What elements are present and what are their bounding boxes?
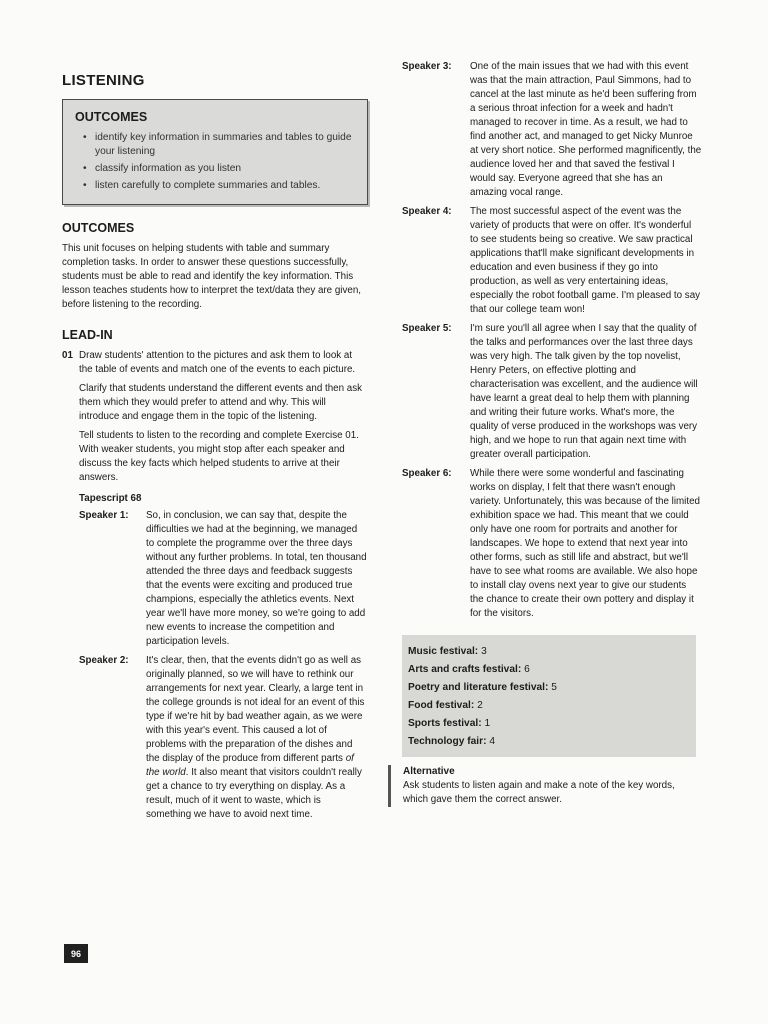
alternative-note [388, 765, 702, 807]
answer-value: 6 [524, 664, 530, 675]
speaker-text: While there were some wonderful and fascinating works on display, I felt that there wasn't enough variety. Unfortunately, this was because of the limited exhibition space we had. This meant that we could only have one room for portraits and another for landscapes. We hope to extend that next year into other forms, such as still life and abstract, but we'll have to see what rooms are available. We also hope to install clay ovens next year to give our students the chance to create their own pottery and display it for the visitors. [470, 468, 700, 619]
right-column [402, 60, 702, 807]
answer-row [408, 715, 688, 733]
outcomes-list [75, 131, 357, 193]
outcomes-box [62, 99, 368, 205]
page-number: 96 [64, 944, 88, 963]
outcome-item: • classify information as you listen [87, 162, 357, 176]
answer-row [408, 679, 688, 697]
speaker-text: The most successful aspect of the event was the variety of products that were on offer. It's wonderful to see students being so creative. We saw practical applications that'll make significant developments in education and even business if they go into production, as well as very entertaining ideas, especially the robot football game. I'm pleased to say that our college team won! [470, 206, 701, 315]
outcome-item: • listen carefully to complete summaries and tables. [87, 179, 357, 193]
answer-value: 4 [489, 736, 496, 747]
speaker-text: So, in conclusion, we can say that, despite the difficulties we had at the beginning, we managed to complete the programme over the three days without any further problems. In total, ten thousand attended the three days and feedback suggests that the events were exciting and produced true champions, especially the athletics events. Next year we'll have more money, so we're going to add new events to increase the competition and participation levels. [146, 510, 367, 647]
leadin-paragraph: Clarify that students understand the different events and then ask them which they would prefer to attend and why. This will introduce and engage them in the topic of the listening. [79, 383, 363, 422]
alternative-title: Alternative [403, 766, 455, 777]
outcomes-box-heading: OUTCOMES [75, 110, 148, 124]
answer-label: Music festival: [408, 646, 479, 657]
speaker-label: Speaker 5: [402, 323, 452, 334]
tapescript-title: Tapescript 68 [79, 493, 142, 504]
answer-value: 2 [477, 700, 483, 711]
answer-value: 3 [481, 646, 487, 657]
answer-label: Poetry and literature festival: [408, 682, 549, 693]
speaker-block [402, 467, 702, 621]
answer-row [408, 661, 688, 679]
speaker-label: Speaker 1: [79, 510, 129, 521]
speaker-label: Speaker 3: [402, 61, 452, 72]
answer-value: 5 [551, 682, 557, 693]
exercise-text: Draw students' attention to the pictures and ask them to look at the table of events and match one of the events to each picture. [79, 350, 356, 375]
answer-row [408, 733, 688, 751]
answer-key-box [402, 635, 696, 757]
alternative-text: Ask students to listen again and make a note of the key words, which gave them the correct answer. [403, 780, 675, 805]
outcomes-text: This unit focuses on helping students with table and summary completion tasks. In order to answer these questions successfully, students must be able to read and identify the key information. This lesson teaches students how to interpret the text/data they are given, before listening to the recording. [62, 243, 361, 310]
outcomes-heading: OUTCOMES [62, 221, 135, 235]
section-title: LISTENING [62, 72, 145, 89]
speaker-text-part: . It also meant that visitors couldn't really get a chance to try everything on display. As a result, much of it went to waste, which is something we have to avoid next time. [146, 767, 362, 820]
leadin-paragraph: Tell students to listen to the recording and complete Exercise 01. With weaker students, you might stop after each speaker and discuss the key facts which helped students to arrive at their answers. [79, 430, 359, 483]
answer-label: Sports festival: [408, 718, 482, 729]
speaker-text [146, 655, 364, 820]
speaker-block [402, 205, 702, 317]
answer-value: 1 [484, 718, 491, 729]
speaker-label: Speaker 4: [402, 206, 452, 217]
speaker-text-emphasis: of the world [146, 753, 354, 778]
speaker-text-part: It's clear, then, that the events didn't go as well as originally planned, so we will have to rethink our arrangements for next year. Clearly, a large tent in the college grounds is not ideal for an event of this type if we're hit by bad weather again, as we were with this year's event. This caused a lot of problems with the preparation of the dishes and the display of the produce from different parts [146, 655, 365, 764]
answer-label: Arts and crafts festival: [408, 664, 522, 675]
leadin-heading: LEAD-IN [62, 328, 113, 342]
answer-row [408, 697, 688, 715]
outcome-item: • identify key information in summaries and tables to guide your listening [87, 131, 357, 159]
answer-label: Food festival: [408, 700, 475, 711]
speaker-block [62, 509, 368, 649]
answer-row [408, 643, 688, 661]
speaker-block [402, 60, 702, 200]
speaker-label: Speaker 6: [402, 468, 452, 479]
speaker-label: Speaker 2: [79, 655, 129, 666]
exercise-number: 01 [62, 350, 73, 361]
answer-label: Technology fair: [408, 736, 487, 747]
speaker-block [402, 322, 702, 462]
speaker-text: I'm sure you'll all agree when I say that the quality of the talks and performances over the last three days was very high. The talk given by the top novelist, Henry Peters, on effective plotting and characterisation was excellent, and the audience will have learnt a great deal to help them with planning and writing their future works. What's more, the quality of verse produced in the workshops was very high, and we hope to run that again next time with greater overall participation. [470, 323, 698, 460]
speaker-text: One of the main issues that we had with this event was that the main attraction, Paul Simmons, had to cancel at the last minute as he'd been suffering from a serious throat infection for a week and hadn't managed to recover in time. As a result, we had to find another act, and managed to get Nicky Munroe at very short notice. She performed magnificently, the audience loved her and that saved the festival I would say. Everyone agreed that she has an amazing vocal range. [470, 61, 702, 198]
left-column [62, 60, 368, 827]
speaker-block [62, 654, 368, 822]
exercise-item [62, 349, 368, 377]
